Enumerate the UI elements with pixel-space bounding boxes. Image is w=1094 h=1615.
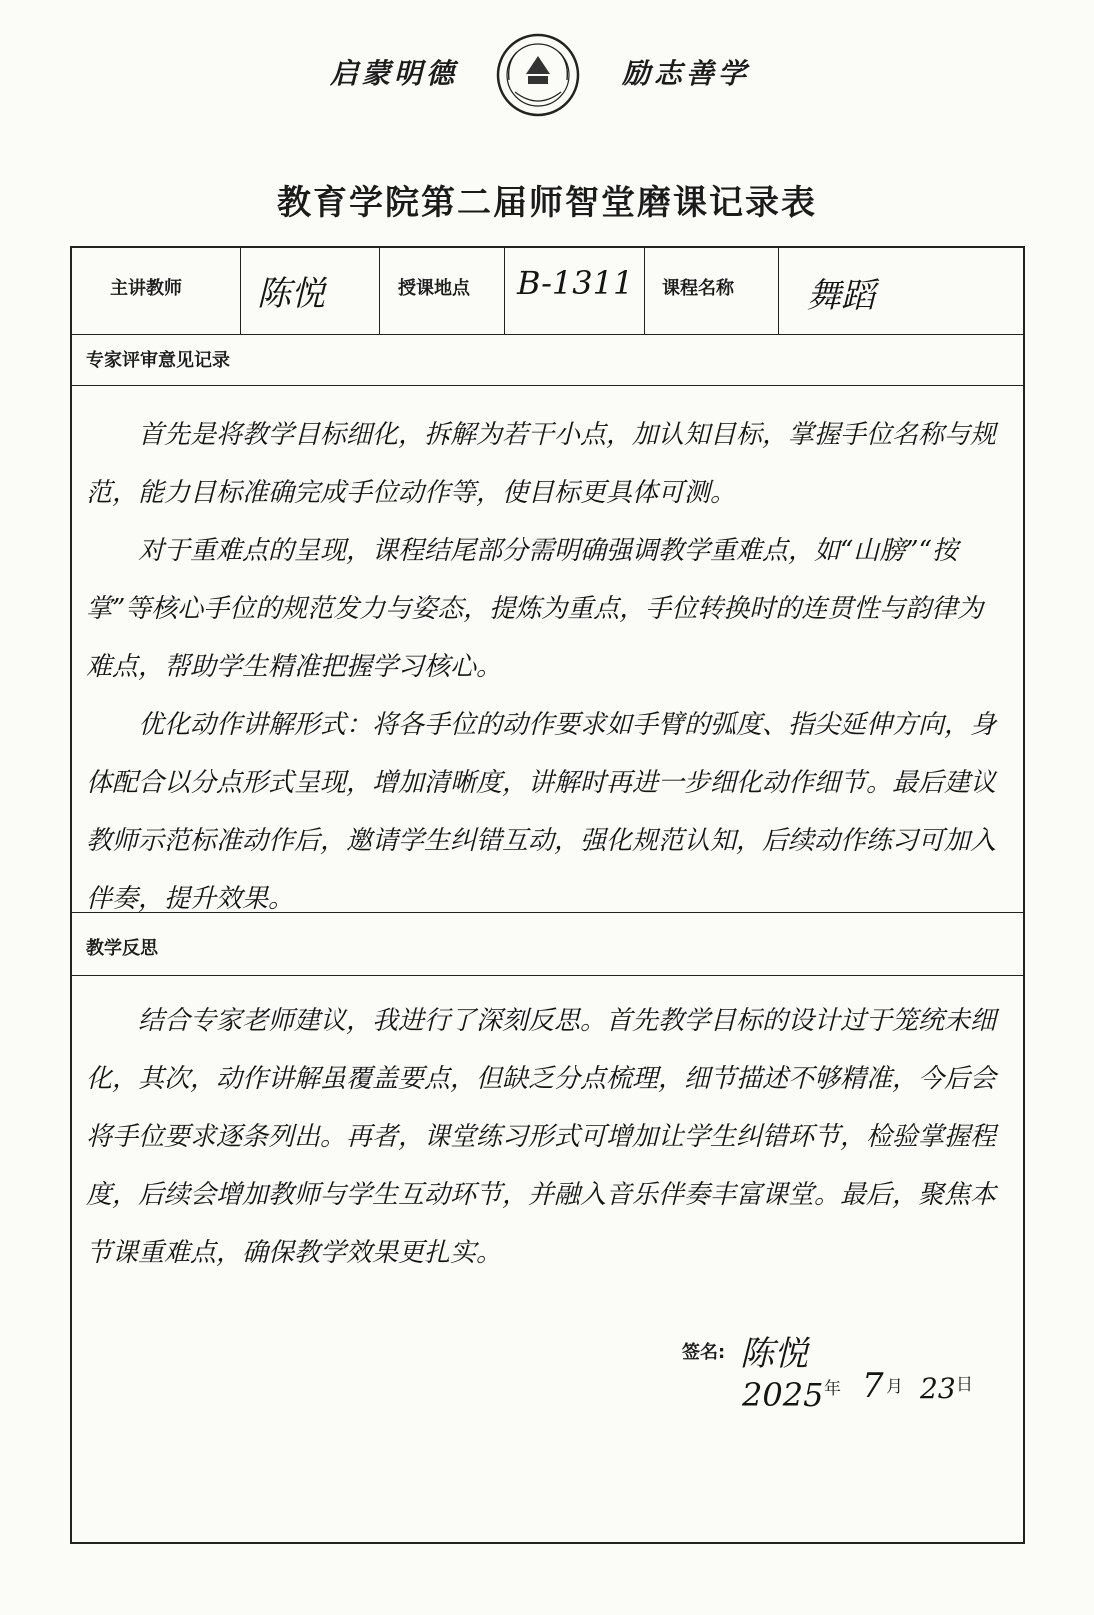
divider (72, 385, 1023, 386)
divider (778, 248, 779, 334)
motto-left: 启蒙明德 (330, 57, 459, 90)
location-value: B-1311 (517, 264, 634, 302)
record-table (70, 246, 1025, 1544)
course-value: 舞蹈 (807, 276, 875, 316)
divider (72, 334, 1023, 335)
divider (72, 912, 1023, 913)
expert-paragraph: 对于重难点的呈现，课程结尾部分需明确强调教学重难点，如“山膀”“按掌”等核心手位的规范发力与姿态，提炼为重点，手位转换时的连贯性与韵律为难点，帮助学生精准把握学习核心。 (86, 536, 984, 682)
date-month: 7 (862, 1366, 884, 1406)
divider (504, 248, 505, 334)
date-day: 23 (920, 1372, 956, 1405)
location-label: 授课地点 (398, 278, 470, 299)
teacher-label: 主讲教师 (110, 278, 182, 299)
divider (240, 248, 241, 334)
expert-opinion-text (86, 406, 1006, 928)
expert-paragraph: 优化动作讲解形式：将各手位的动作要求如手臂的弧度、指尖延伸方向，身体配合以分点形式呈现，增加清晰度，讲解时再进一步细化动作细节。最后建议教师示范标准动作后，邀请学生纠错互动，强化规范认知，后续动作练习可加入伴奏，提升效果。 (86, 710, 997, 914)
divider (379, 248, 380, 334)
date-day-unit: 日 (956, 1375, 973, 1395)
motto-right: 励志善学 (622, 57, 751, 90)
teacher-value: 陈悦 (257, 274, 325, 314)
expert-paragraph: 首先是将教学目标细化，拆解为若干小点，加认知目标，掌握手位名称与规范，能力目标准确完成手位动作等，使目标更具体可测。 (86, 420, 997, 508)
reflection-text (86, 992, 1006, 1282)
signature-name: 陈悦 (740, 1334, 808, 1374)
expert-section-label: 专家评审意见记录 (86, 350, 230, 371)
date-year-unit: 年 (824, 1379, 841, 1399)
course-label: 课程名称 (662, 278, 734, 299)
date-month-unit: 月 (886, 1377, 903, 1397)
reflection-paragraph: 结合专家老师建议，我进行了深刻反思。首先教学目标的设计过于笼统未细化，其次，动作讲解虽覆盖要点，但缺乏分点梳理，细节描述不够精准，今后会将手位要求逐条列出。再者，课堂练习形式可增加让学生纠错环节，检验掌握程度，后续会增加教师与学生互动环节，并融入音乐伴奏丰富课堂。最后，聚焦本节课重难点，确保教学效果更扎实。 (86, 1006, 997, 1268)
divider (644, 248, 645, 334)
signature-label: 签名: (682, 1342, 726, 1363)
divider (72, 975, 1023, 976)
date-year: 2025 (742, 1376, 824, 1414)
college-seal-logo (495, 32, 581, 118)
document-title: 教育学院第二届师智堂磨课记录表 (277, 183, 817, 223)
reflection-section-label: 教学反思 (86, 938, 158, 959)
